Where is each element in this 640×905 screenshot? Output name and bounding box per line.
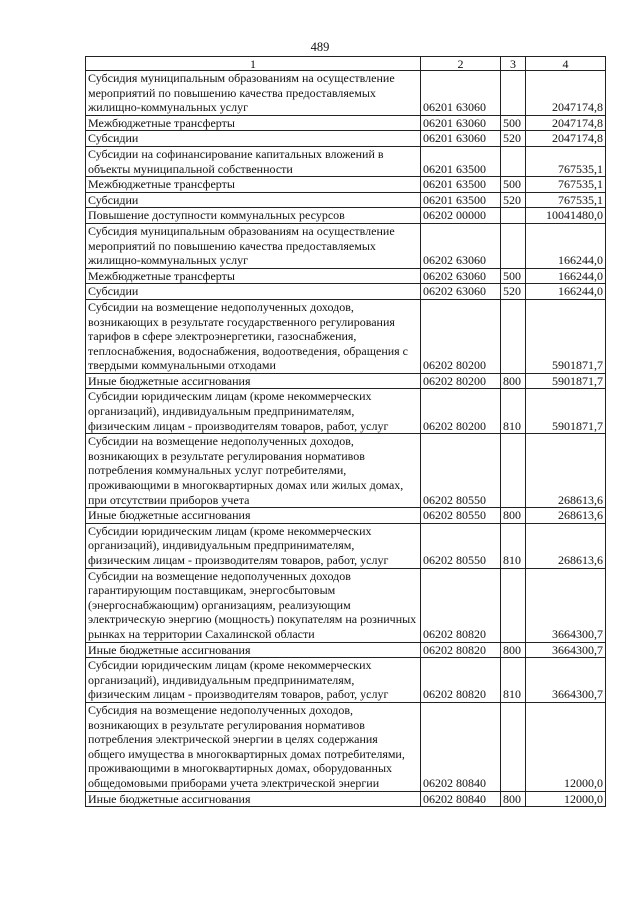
row-name-cell: Повышение доступности коммунальных ресурсов [86, 208, 421, 224]
row-amount-cell: 3664300,7 [526, 642, 606, 658]
column-header-type: 3 [501, 57, 526, 71]
table-row [86, 268, 606, 284]
row-amount-cell: 268613,6 [526, 508, 606, 524]
row-amount-cell: 767535,1 [526, 146, 606, 176]
row-name-cell: Иные бюджетные ассигнования [86, 373, 421, 389]
row-name-cell: Субсидии юридическим лицам (кроме некоммерческих организаций), индивидуальным предпринимателям, физическим лицам - производителям товаров, работ, услуг [86, 658, 421, 703]
row-name-cell: Субсидии на возмещение недополученных доходов, возникающих в результате регулирования нормативов потребления коммунальных услуг потребителями, проживающими в многоквартирных домах или жилых домах, при отсутствии приборов учета [86, 434, 421, 508]
row-name-cell: Субсидии [86, 192, 421, 208]
row-type-cell: 800 [501, 642, 526, 658]
row-amount-cell: 166244,0 [526, 268, 606, 284]
row-code-cell: 06202 63060 [421, 284, 501, 300]
table-row [86, 131, 606, 147]
row-name-cell: Субсидии юридическим лицам (кроме некоммерческих организаций), индивидуальным предпринимателям, физическим лицам - производителям товаров, работ, услуг [86, 523, 421, 568]
row-name-cell: Межбюджетные трансферты [86, 177, 421, 193]
row-code-cell: 06202 80550 [421, 523, 501, 568]
row-code-cell: 06202 80820 [421, 642, 501, 658]
row-type-cell: 810 [501, 658, 526, 703]
row-code-cell: 06201 63500 [421, 192, 501, 208]
row-type-cell [501, 71, 526, 116]
row-code-cell: 06202 80840 [421, 702, 501, 791]
row-name-cell: Субсидии на возмещение недополученных доходов гарантирующим поставщикам, энергосбытовым (энергоснабжающим) организациям, реализующим электрическую энергию (мощность) покупателям на розничных рынках на территории Сахалинской области [86, 568, 421, 642]
row-type-cell [501, 434, 526, 508]
row-name-cell: Субсидии на возмещение недополученных доходов, возникающих в результате государственного регулирования тарифов в сфере электроэнергетики, газоснабжения, теплоснабжения, водоснабжения, водоотведения, обращения с твердыми коммунальными отходами [86, 299, 421, 373]
row-type-cell [501, 146, 526, 176]
table-row [86, 523, 606, 568]
row-code-cell: 06202 80550 [421, 434, 501, 508]
row-type-cell: 500 [501, 177, 526, 193]
row-name-cell: Иные бюджетные ассигнования [86, 642, 421, 658]
row-name-cell: Субсидии [86, 131, 421, 147]
row-type-cell: 810 [501, 523, 526, 568]
row-amount-cell: 5901871,7 [526, 389, 606, 434]
row-amount-cell: 10041480,0 [526, 208, 606, 224]
table-row [86, 223, 606, 268]
column-header-amount: 4 [526, 57, 606, 71]
row-code-cell: 06202 80550 [421, 508, 501, 524]
row-code-cell: 06202 80840 [421, 791, 501, 807]
row-name-cell: Межбюджетные трансферты [86, 115, 421, 131]
row-type-cell: 800 [501, 508, 526, 524]
row-type-cell [501, 568, 526, 642]
table-row [86, 146, 606, 176]
row-code-cell: 06201 63060 [421, 131, 501, 147]
row-name-cell: Межбюджетные трансферты [86, 268, 421, 284]
budget-table [85, 56, 606, 807]
table-row [86, 702, 606, 791]
row-name-cell: Иные бюджетные ассигнования [86, 791, 421, 807]
row-amount-cell: 268613,6 [526, 434, 606, 508]
row-type-cell [501, 208, 526, 224]
table-row [86, 299, 606, 373]
table-row [86, 208, 606, 224]
table-row [86, 508, 606, 524]
row-name-cell: Иные бюджетные ассигнования [86, 508, 421, 524]
row-code-cell: 06202 80200 [421, 299, 501, 373]
row-name-cell: Субсидии [86, 284, 421, 300]
table-row [86, 71, 606, 116]
row-type-cell: 800 [501, 791, 526, 807]
row-amount-cell: 12000,0 [526, 791, 606, 807]
row-type-cell: 500 [501, 115, 526, 131]
row-amount-cell: 5901871,7 [526, 299, 606, 373]
row-name-cell: Субсидия муниципальным образованиям на осуществление мероприятий по повышению качества предоставляемых жилищно-коммунальных услуг [86, 223, 421, 268]
column-header-name: 1 [86, 57, 421, 71]
row-amount-cell: 767535,1 [526, 192, 606, 208]
row-code-cell: 06202 80200 [421, 373, 501, 389]
table-row [86, 658, 606, 703]
row-code-cell: 06202 63060 [421, 223, 501, 268]
row-amount-cell: 12000,0 [526, 702, 606, 791]
table-row [86, 373, 606, 389]
row-amount-cell: 3664300,7 [526, 568, 606, 642]
row-type-cell: 520 [501, 192, 526, 208]
header-row [86, 57, 606, 71]
row-type-cell: 520 [501, 284, 526, 300]
table-row [86, 642, 606, 658]
row-amount-cell: 166244,0 [526, 223, 606, 268]
row-type-cell: 800 [501, 373, 526, 389]
row-amount-cell: 3664300,7 [526, 658, 606, 703]
row-code-cell: 06202 00000 [421, 208, 501, 224]
table-row [86, 434, 606, 508]
row-type-cell [501, 299, 526, 373]
row-type-cell: 810 [501, 389, 526, 434]
row-code-cell: 06202 80200 [421, 389, 501, 434]
row-code-cell: 06201 63060 [421, 115, 501, 131]
row-type-cell: 500 [501, 268, 526, 284]
row-amount-cell: 2047174,8 [526, 71, 606, 116]
row-amount-cell: 166244,0 [526, 284, 606, 300]
row-name-cell: Субсидии юридическим лицам (кроме некоммерческих организаций), индивидуальным предпринимателям, физическим лицам - производителям товаров, работ, услуг [86, 389, 421, 434]
row-code-cell: 06201 63500 [421, 146, 501, 176]
row-name-cell: Субсидии на софинансирование капитальных вложений в объекты муниципальной собственности [86, 146, 421, 176]
column-header-code: 2 [421, 57, 501, 71]
row-amount-cell: 767535,1 [526, 177, 606, 193]
page-number: 489 [310, 40, 330, 54]
row-code-cell: 06202 80820 [421, 568, 501, 642]
table-row [86, 115, 606, 131]
table-row [86, 192, 606, 208]
row-type-cell [501, 702, 526, 791]
table-row [86, 177, 606, 193]
table-row [86, 389, 606, 434]
row-amount-cell: 268613,6 [526, 523, 606, 568]
row-code-cell: 06202 63060 [421, 268, 501, 284]
row-name-cell: Субсидия муниципальным образованиям на осуществление мероприятий по повышению качества предоставляемых жилищно-коммунальных услуг [86, 71, 421, 116]
row-name-cell: Субсидия на возмещение недополученных доходов, возникающих в результате регулирования нормативов потребления электрической энергии в целях содержания общего имущества в многоквартирных домах потребителями, проживающими в многоквартирных домах, оборудованных общедомовыми приборами учета электрической энергии [86, 702, 421, 791]
row-amount-cell: 5901871,7 [526, 373, 606, 389]
row-amount-cell: 2047174,8 [526, 115, 606, 131]
row-type-cell [501, 223, 526, 268]
row-code-cell: 06201 63060 [421, 71, 501, 116]
table-row [86, 791, 606, 807]
row-code-cell: 06202 80820 [421, 658, 501, 703]
table-row [86, 568, 606, 642]
row-type-cell: 520 [501, 131, 526, 147]
table-row [86, 284, 606, 300]
row-code-cell: 06201 63500 [421, 177, 501, 193]
row-amount-cell: 2047174,8 [526, 131, 606, 147]
